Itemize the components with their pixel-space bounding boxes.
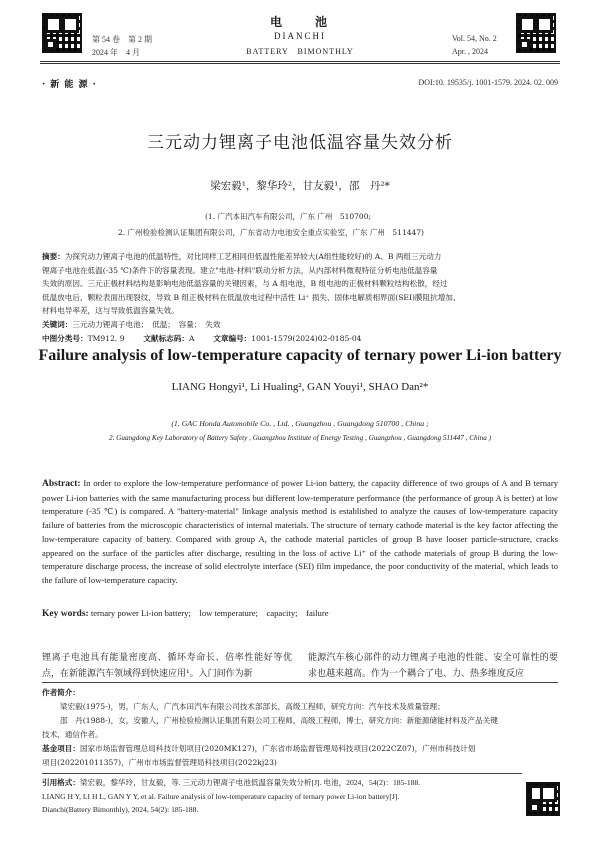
affiliation-en-2: 2. Guangdong Key Laboratory of Battery Safety , Guangzhou Institute of Energy Testing , Guangzhou , Guangdong 511447 , China ) [108, 434, 492, 442]
abstract-cn [42, 250, 558, 345]
abstract-en-label: Abstract: [42, 479, 81, 489]
volume-issue: 第 54 卷 第 2 期 [92, 35, 152, 44]
author-intro-line: 技术，通信作者。 [42, 730, 103, 739]
date-en: Apr. , 2024 [452, 47, 488, 56]
section-tag: · 新 能 源 · [42, 80, 97, 90]
journal-name-en: DIANCHI [274, 31, 326, 41]
citation-en-1: LIANG H Y, LI H L, GAN Y Y, et al. Failure analysis of low-temperature capacity of ternary power Li-ion battery[J]. [42, 791, 400, 801]
abstract-en [42, 477, 558, 588]
authors-en: LIANG Hongyi¹, Li Hualing², GAN Youyi¹, SHAO Dan²* [171, 381, 429, 393]
journal-name-cn: 电 池 [269, 15, 330, 29]
abstract-cn-line: 材料电导率差，这与导致低温容量失效。 [42, 306, 179, 316]
footnote-rule [42, 682, 558, 683]
keywords-cn: 三元动力锂离子电池； 低温； 容量； 失效 [72, 319, 221, 329]
citation-cn: 梁宏毅，黎华玲，甘友毅，等. 三元动力锂离子电池低温容量失效分析[J]. 电池，2024，54(2)：185-188. [79, 778, 421, 787]
fund-line: 国家市场监督管理总局科技计划项目(2020MK127)，广东省市场监督管理局科技项目(2022CZ07)，广州市科技计划 [79, 744, 476, 753]
citation-en-2: Dianchi(Battery Bimonthly), 2024, 54(2): 185-188. [42, 805, 199, 814]
doc-code-label: 文献标志码： [143, 333, 189, 343]
qr-code-right [516, 13, 556, 53]
keywords-en-label: Key words: [42, 609, 89, 619]
abstract-cn-line: 为探究动力锂离子电池的低温特性，对比同样工艺相同但低温性能差异较大(A组性能较好)的 A、B 两组三元动力 [64, 252, 442, 261]
authors-cn: 梁宏毅¹，黎华玲²，甘友毅¹，邵 丹²* [210, 180, 390, 192]
article-title-cn: 三元动力锂离子电池低温容量失效分析 [147, 133, 453, 153]
body-column-left: 锂离子电池具有能量密度高、循环寿命长、倍率性能好等优点，在新能源汽车领域得到快速应用¹。入门间作为新 [42, 653, 292, 679]
affiliation-cn-2: 2. 广州检验检测认证集团有限公司，广东省动力电池安全重点实验室，广东 广州 511447) [118, 228, 424, 237]
author-intro [42, 686, 558, 742]
article-number-label: 文章编号： [213, 333, 252, 343]
body-column-right: 能源汽车核心部件的动力锂离子电池的性能、安全可靠性的要求也越来越高。作为一个耦合了电、力、热多维度反应 [308, 653, 558, 679]
class-number-label: 中图分类号： [42, 333, 88, 343]
abstract-cn-line: 失效的原因。三元正极材料结构是影响电池低温容量的关键因素，与 A 组电池，B 组电池的正极材料颗粒结构松散，经过 [42, 279, 448, 289]
doi: DOI:10. 19535/j. 1001-1579. 2024. 02. 009 [418, 78, 558, 87]
author-intro-label: 作者简介： [42, 688, 80, 697]
keywords-en-text: ternary power Li-ion battery; low temperature; capacity; failure [90, 608, 329, 618]
header-rule-thin [40, 63, 560, 64]
citation [42, 776, 522, 817]
author-intro-line: 邵 丹(1988-)，女，安徽人，广州检验检测认证集团有限公司工程师，高级工程师，博士，研究方向：新能源储能材料及产品关键 [60, 716, 498, 725]
author-intro-line: 梁宏毅(1975-)，男，广东人，广汽本田汽车有限公司技术部部长，高级工程师，研究方向：汽车技术及质量管理； [60, 702, 445, 711]
abstract-cn-line: 低温放电后，颗粒表面出现裂纹，导致 B 组正极材料在低温放电过程中活性 Li⁺ 损失、固体电解质相界面(SEI)膜阻抗增加、 [42, 292, 461, 302]
keywords-cn-label: 关键词： [42, 319, 73, 329]
doc-code: A [188, 333, 195, 343]
year-month: 2024 年 4 月 [92, 48, 140, 57]
citation-label: 引用格式： [42, 778, 80, 787]
fund-info-cont [42, 756, 558, 770]
volume-number-en: Vol. 54, No. 2 [452, 34, 497, 43]
abstract-cn-label: 摘要： [42, 252, 65, 261]
fund-info [42, 742, 558, 756]
affiliation-en-1: (1. GAC Honda Automobile Co. , Ltd. , Guangzhou , Guangdong 510700 , China ; [171, 419, 429, 428]
fund-label: 基金项目： [42, 744, 80, 753]
abstract-cn-line: 锂离子电池在低温(-35 ℃)条件下的容量表现。建立"电池-材料"联动分析方法，从内部材料微观特征分析电池低温容量 [42, 265, 438, 275]
fund-line: 项目(202201011357)，广州市市场监督管理局科技项目(2022kj23) [42, 758, 277, 767]
abstract-en-text: In order to explore the low-temperature performance of power Li-ion battery, the capacity difference of two groups of A and B ternary power Li-ion batteries with the same manufacturing process but different low-temperature performance (the performance of group A is better) at low temperature (-35 ℃) is compared. A "battery-material" linkage analysis method is established to analyze the causes of low-temperature capacity failure of batteries from the microscopic characteristics of internal materials. The structure of ternary cathode material is the key factor affecting the low-temperature capacity of battery. Compared with group A, the cathode material particles of group B have looser particle-structure, cracks appeared on the surface of the particles after discharge, resulting in the loss of active Li⁺ of the cathode materials of group B during the low-temperature discharge process, the increase of solid electrolyte interface (SEI) film impedance, the poor conductivity of the material, which leads to the failure of low-temperature capacity. [42, 478, 558, 585]
header-rule [40, 61, 560, 62]
article-number: 1001-1579(2024)02-0185-04 [251, 333, 362, 343]
journal-name-en-full: BATTERY BIMONTHLY [246, 47, 354, 56]
qr-code-citation [526, 782, 560, 816]
keywords-en [42, 607, 558, 619]
affiliation-cn-1: (1. 广汽本田汽车有限公司，广东 广州 510700; [205, 212, 372, 221]
class-number: TM912. 9 [87, 333, 125, 343]
citation-rule [42, 773, 522, 774]
article-title-en: Failure analysis of low-temperature capacity of ternary power Li-ion battery [38, 347, 562, 364]
